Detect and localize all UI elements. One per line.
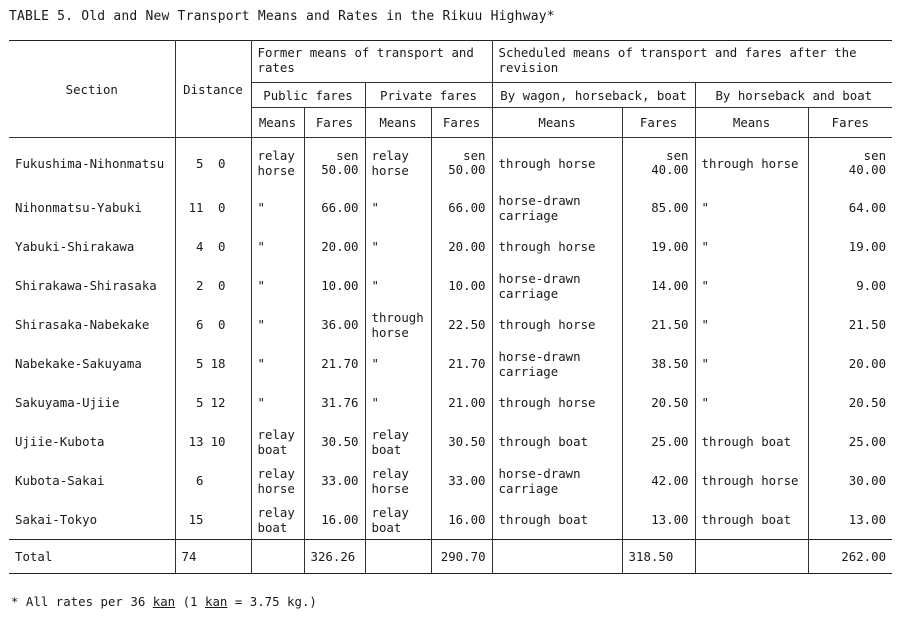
means-header: Means: [695, 108, 808, 138]
fare-cell: [304, 422, 365, 461]
means-cell: ": [251, 305, 304, 344]
fare-cell: [808, 188, 892, 227]
means-cell: ": [695, 383, 808, 422]
total-fare: 262.00: [808, 540, 892, 574]
fare-cell: [304, 383, 365, 422]
fare-value: 33.00: [448, 473, 486, 488]
means-cell: ": [251, 227, 304, 266]
distance-major: 13: [188, 434, 204, 449]
section-header: Section: [9, 41, 175, 138]
means-cell: through horse: [492, 305, 622, 344]
section-cell: Ujiie-Kubota: [9, 422, 175, 461]
means-cell: through boat: [492, 500, 622, 540]
empty-cell: [492, 540, 622, 574]
distance-major: 5: [196, 356, 204, 371]
fare-value: 21.70: [321, 356, 359, 371]
distance-minor: 0: [218, 155, 226, 171]
footnote-unit: kan: [152, 594, 176, 609]
table-title: TABLE 5. Old and New Transport Means and Rates in the Rikuu Highway*: [9, 9, 555, 24]
distance-cell: [175, 344, 251, 383]
fare-value: 66.00: [448, 200, 486, 215]
means-cell: horse-drawn carriage: [492, 344, 622, 383]
fare-cell: [431, 188, 492, 227]
fare-value: 36.00: [321, 317, 359, 332]
means-cell: through horse: [492, 383, 622, 422]
fare-cell: [304, 138, 365, 189]
fare-cell: [431, 227, 492, 266]
fare-cell: [304, 344, 365, 383]
distance-major: 4: [196, 239, 204, 254]
fare-cell: [304, 227, 365, 266]
distance-minor: 0: [218, 200, 226, 215]
section-cell: Kubota-Sakai: [9, 461, 175, 500]
fare-value: 10.00: [448, 278, 486, 293]
fare-cell: [808, 383, 892, 422]
means-cell: ": [251, 266, 304, 305]
table-row: [9, 383, 892, 422]
empty-cell: [695, 540, 808, 574]
means-cell: through horse: [365, 305, 431, 344]
fare-cell: [622, 500, 695, 540]
fare-cell: [622, 422, 695, 461]
distance-major: 15: [188, 512, 204, 527]
fare-value: 21.50: [651, 317, 689, 332]
fare-cell: [304, 500, 365, 540]
distance-major: 6: [196, 473, 204, 488]
fare-value: 21.50: [848, 317, 887, 332]
private-fares-header: Private fares: [365, 83, 492, 108]
means-cell: ": [365, 188, 431, 227]
table-row: [9, 461, 892, 500]
distance-cell: [175, 305, 251, 344]
distance-cell: [175, 188, 251, 227]
total-label: Total: [9, 540, 175, 574]
fare-value: 42.00: [651, 473, 689, 488]
fare-value: 31.76: [321, 395, 359, 410]
fare-cell: [808, 344, 892, 383]
fare-cell: [622, 138, 695, 189]
means-cell: through horse: [492, 227, 622, 266]
fare-value: 30.50: [448, 434, 486, 449]
distance-cell: [175, 266, 251, 305]
fare-value: 16.00: [321, 512, 359, 527]
table-row: [9, 500, 892, 540]
means-cell: ": [365, 383, 431, 422]
means-cell: horse-drawn carriage: [492, 461, 622, 500]
unit-label: sen: [463, 147, 486, 163]
fare-cell: [431, 305, 492, 344]
fare-cell: [431, 461, 492, 500]
total-fare: 318.50: [622, 540, 695, 574]
table-body: [9, 41, 892, 574]
distance-minor: 18: [210, 356, 226, 371]
fare-value: 66.00: [321, 200, 359, 215]
fare-value: 20.00: [848, 356, 887, 371]
fare-value: 14.00: [651, 278, 689, 293]
table-row: [9, 305, 892, 344]
fare-value: 30.00: [848, 473, 887, 488]
footnote-text: = 3.75 kg.): [227, 594, 317, 609]
table-row: [9, 422, 892, 461]
means-cell: through boat: [492, 422, 622, 461]
means-cell: ": [365, 266, 431, 305]
means-cell: relay horse: [251, 138, 304, 189]
means-cell: through horse: [695, 138, 808, 189]
table-row: [9, 138, 892, 189]
fare-cell: [431, 344, 492, 383]
means-cell: relay horse: [365, 461, 431, 500]
table-row: [9, 188, 892, 227]
means-cell: relay boat: [251, 500, 304, 540]
fare-cell: [622, 188, 695, 227]
fare-cell: [808, 422, 892, 461]
horseback-boat-header: By horseback and boat: [695, 83, 892, 108]
distance-minor: 0: [218, 278, 226, 293]
means-cell: through horse: [695, 461, 808, 500]
fare-value: 20.00: [448, 239, 486, 254]
footnote: [11, 594, 317, 609]
fare-cell: [431, 138, 492, 189]
means-cell: relay boat: [251, 422, 304, 461]
total-distance: 74: [175, 540, 251, 574]
fare-cell: [304, 188, 365, 227]
means-cell: ": [695, 188, 808, 227]
fare-cell: [622, 383, 695, 422]
fare-value: 9.00: [856, 278, 887, 293]
means-cell: through boat: [695, 500, 808, 540]
means-cell: relay horse: [251, 461, 304, 500]
fare-cell: [431, 266, 492, 305]
distance-minor: 0: [218, 317, 226, 332]
section-cell: Nabekake-Sakuyama: [9, 344, 175, 383]
fare-cell: [622, 344, 695, 383]
wagon-header: By wagon, horseback, boat: [492, 83, 695, 108]
fare-value: 19.00: [651, 239, 689, 254]
table-row: [9, 266, 892, 305]
fare-value: 20.00: [321, 239, 359, 254]
fare-cell: [622, 227, 695, 266]
section-cell: Yabuki-Shirakawa: [9, 227, 175, 266]
section-cell: Shirakawa-Shirasaka: [9, 266, 175, 305]
distance-cell: [175, 138, 251, 189]
fare-value: 21.70: [448, 356, 486, 371]
total-row: [9, 540, 892, 574]
fare-cell: [431, 422, 492, 461]
unit-label: sen: [666, 147, 689, 163]
footnote-text: (1: [175, 594, 205, 609]
fare-value: 22.50: [448, 317, 486, 332]
distance-minor: 12: [210, 395, 226, 410]
former-group-header: Former means of transport and rates: [251, 41, 492, 83]
fares-header: Fares: [431, 108, 492, 138]
fare-value: 38.50: [651, 356, 689, 371]
means-cell: relay boat: [365, 500, 431, 540]
section-cell: Shirasaka-Nabekake: [9, 305, 175, 344]
fare-value: 40.00: [651, 161, 689, 177]
distance-cell: [175, 422, 251, 461]
section-cell: Sakuyama-Ujiie: [9, 383, 175, 422]
distance-cell: [175, 383, 251, 422]
section-cell: Sakai-Tokyo: [9, 500, 175, 540]
fare-value: 20.50: [651, 395, 689, 410]
fare-value: 50.00: [321, 161, 359, 177]
fare-value: 19.00: [848, 239, 887, 254]
fare-value: 25.00: [651, 434, 689, 449]
fare-value: 10.00: [321, 278, 359, 293]
fare-value: 30.50: [321, 434, 359, 449]
means-cell: horse-drawn carriage: [492, 266, 622, 305]
table-row: [9, 344, 892, 383]
means-cell: ": [251, 383, 304, 422]
fare-cell: [622, 266, 695, 305]
fare-value: 13.00: [651, 512, 689, 527]
fare-value: 40.00: [848, 161, 887, 177]
footnote-unit: kan: [204, 594, 228, 609]
fare-value: 21.00: [448, 395, 486, 410]
fare-cell: [431, 500, 492, 540]
fare-cell: [431, 383, 492, 422]
fares-header: Fares: [304, 108, 365, 138]
footnote-text: * All rates per 36: [11, 594, 153, 609]
fare-value: 85.00: [651, 200, 689, 215]
means-cell: horse-drawn carriage: [492, 188, 622, 227]
unit-label: sen: [336, 147, 359, 163]
scheduled-group-header: Scheduled means of transport and fares after the revision: [492, 41, 892, 83]
means-cell: ": [365, 344, 431, 383]
fare-cell: [622, 305, 695, 344]
distance-major: 2: [196, 278, 204, 293]
fare-cell: [808, 500, 892, 540]
distance-minor: 0: [218, 239, 226, 254]
distance-cell: [175, 500, 251, 540]
means-cell: ": [695, 227, 808, 266]
fares-header: Fares: [622, 108, 695, 138]
total-fare: 326.26: [304, 540, 365, 574]
empty-cell: [365, 540, 431, 574]
fare-cell: [808, 138, 892, 189]
public-fares-header: Public fares: [251, 83, 365, 108]
distance-cell: [175, 227, 251, 266]
means-cell: ": [251, 188, 304, 227]
total-fare: 290.70: [431, 540, 492, 574]
means-header: Means: [251, 108, 304, 138]
section-cell: Nihonmatsu-Yabuki: [9, 188, 175, 227]
fare-cell: [808, 266, 892, 305]
distance-cell: [175, 461, 251, 500]
fare-cell: [304, 266, 365, 305]
distance-major: 5: [196, 395, 204, 410]
means-cell: ": [695, 344, 808, 383]
fare-value: 50.00: [448, 161, 486, 177]
fare-value: 16.00: [448, 512, 486, 527]
table-row: [9, 227, 892, 266]
fare-value: 20.50: [848, 395, 887, 410]
fare-cell: [622, 461, 695, 500]
means-cell: ": [695, 266, 808, 305]
unit-label: sen: [863, 147, 887, 163]
fare-value: 33.00: [321, 473, 359, 488]
means-cell: ": [365, 227, 431, 266]
means-cell: ": [695, 305, 808, 344]
distance-major: 11: [188, 200, 204, 215]
fare-value: 64.00: [848, 200, 887, 215]
means-cell: relay horse: [365, 138, 431, 189]
fare-value: 13.00: [848, 512, 887, 527]
means-header: Means: [365, 108, 431, 138]
means-header: Means: [492, 108, 622, 138]
distance-major: 5: [196, 155, 204, 171]
transport-rates-table: [9, 40, 892, 574]
distance-major: 6: [196, 317, 204, 332]
fare-cell: [808, 461, 892, 500]
means-cell: ": [251, 344, 304, 383]
means-cell: relay boat: [365, 422, 431, 461]
distance-minor: 10: [210, 434, 226, 449]
section-cell: Fukushima-Nihonmatsu: [9, 138, 175, 189]
fare-cell: [304, 305, 365, 344]
empty-cell: [251, 540, 304, 574]
fare-value: 25.00: [848, 434, 887, 449]
fares-header: Fares: [808, 108, 892, 138]
fare-cell: [808, 305, 892, 344]
means-cell: through horse: [492, 138, 622, 189]
fare-cell: [808, 227, 892, 266]
fare-cell: [304, 461, 365, 500]
means-cell: through boat: [695, 422, 808, 461]
distance-header: Distance: [175, 41, 251, 138]
